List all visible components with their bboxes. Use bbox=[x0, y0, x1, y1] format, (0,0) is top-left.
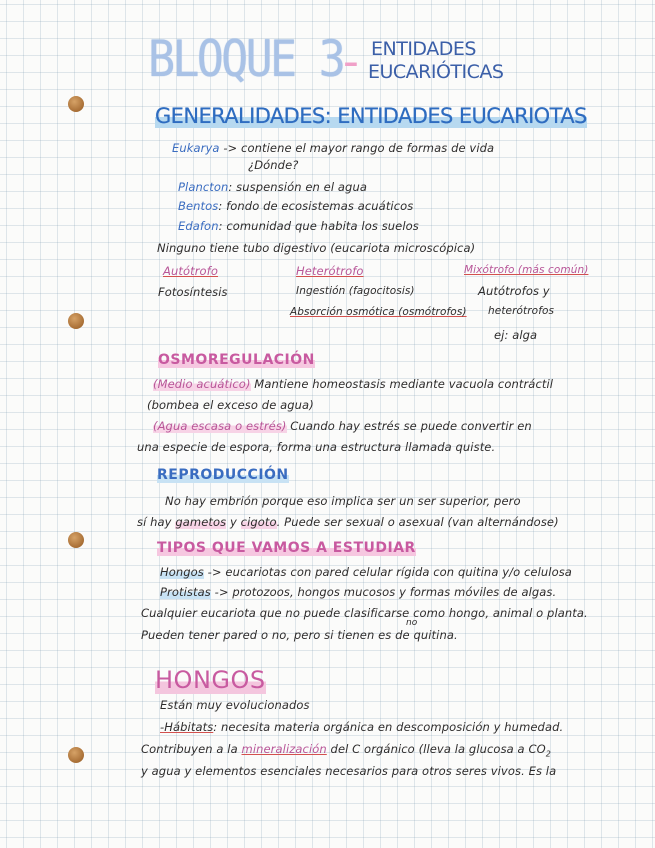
repro-line-1: No hay embrión porque eso implica ser un ser superior, pero bbox=[165, 494, 521, 508]
repro-line-2: sí hay gametos y cigoto. Puede ser sexual o asexual (van alternándose) bbox=[137, 515, 559, 529]
heading-tipos: TIPOS QUE VAMOS A ESTUDIAR bbox=[157, 540, 416, 556]
hongos-line-1: Están muy evolucionados bbox=[160, 698, 310, 712]
osmo-agua-line: (Agua escasa o estrés) Cuando hay estrés se puede convertir en bbox=[153, 419, 532, 433]
heading-generalidades: GENERALIDADES: ENTIDADES EUCARIOTAS bbox=[155, 104, 587, 128]
eukarya-line: Eukarya -> contiene el mayor rango de formas de vida bbox=[172, 141, 495, 155]
hongos-line-4: y agua y elementos esenciales necesarios para otros seres vivos. Es la bbox=[141, 764, 557, 778]
col-mixotrofo-row1: Autótrofos y bbox=[478, 284, 550, 298]
title-dash: - bbox=[343, 36, 359, 87]
edafon-line: Edafon: comunidad que habita los suelos bbox=[178, 219, 419, 233]
heading-reproduccion: REPRODUCCIÓN bbox=[157, 467, 289, 483]
osmo-medio-line: (Medio acuático) Mantiene homeostasis mediante vacuola contráctil bbox=[153, 377, 554, 391]
col-mixotrofo-row2: heterótrofos bbox=[488, 305, 555, 317]
donde-line: ¿Dónde? bbox=[248, 158, 299, 172]
plancton-line: Plancton: suspensión en el agua bbox=[178, 180, 367, 194]
col-mixotrofo-head: Mixótrofo (más común) bbox=[464, 264, 589, 276]
col-autotrofo-row1: Fotosíntesis bbox=[158, 285, 228, 299]
osmo-especie-line: una especie de espora, forma una estructura llamada quiste. bbox=[137, 440, 496, 454]
binder-hole bbox=[68, 313, 84, 329]
osmo-bombea-line: (bombea el exceso de agua) bbox=[147, 398, 314, 412]
tipos-pueden-line: Pueden tener pared o no, pero si tienen es de quitina. bbox=[141, 628, 458, 642]
binder-hole bbox=[68, 96, 84, 112]
col-mixotrofo-row3: ej: alga bbox=[494, 328, 538, 342]
heading-hongos: HONGOS bbox=[155, 666, 266, 694]
tipos-no-insert: no bbox=[406, 618, 418, 628]
ninguno-line: Ninguno tiene tubo digestivo (eucariota microscópica) bbox=[157, 241, 476, 255]
title-sub-2: EUCARIÓTICAS bbox=[368, 61, 504, 83]
col-heterotrofo-row1: Ingestión (fagocitosis) bbox=[296, 285, 415, 297]
title-sub-1: ENTIDADES bbox=[371, 38, 476, 60]
binder-hole bbox=[68, 532, 84, 548]
tipos-cualquier-line: Cualquier eucariota que no puede clasificarse como hongo, animal o planta. bbox=[141, 606, 588, 620]
binder-hole bbox=[68, 747, 84, 763]
col-heterotrofo-row2: Absorción osmótica (osmótrofos) bbox=[290, 306, 467, 318]
hongos-line-3: Contribuyen a la mineralización del C orgánico (lleva la glucosa a $CO_2$ bbox=[141, 742, 551, 759]
page-title: BLOQUE 3 bbox=[148, 30, 344, 88]
heading-osmoregulacion: OSMOREGULACIÓN bbox=[158, 352, 315, 368]
col-autotrofo-head: Autótrofo bbox=[163, 264, 218, 278]
bentos-line: Bentos: fondo de ecosistemas acuáticos bbox=[178, 199, 414, 213]
tipos-hongos-line: Hongos -> eucariotas con pared celular rígida con quitina y/o celulosa bbox=[160, 565, 572, 579]
col-heterotrofo-head: Heterótrofo bbox=[296, 264, 364, 278]
tipos-protistas-line: Protistas -> protozoos, hongos mucosos y formas móviles de algas. bbox=[160, 585, 557, 599]
hongos-line-2: -Hábitats: necesita materia orgánica en descomposición y humedad. bbox=[160, 720, 564, 734]
